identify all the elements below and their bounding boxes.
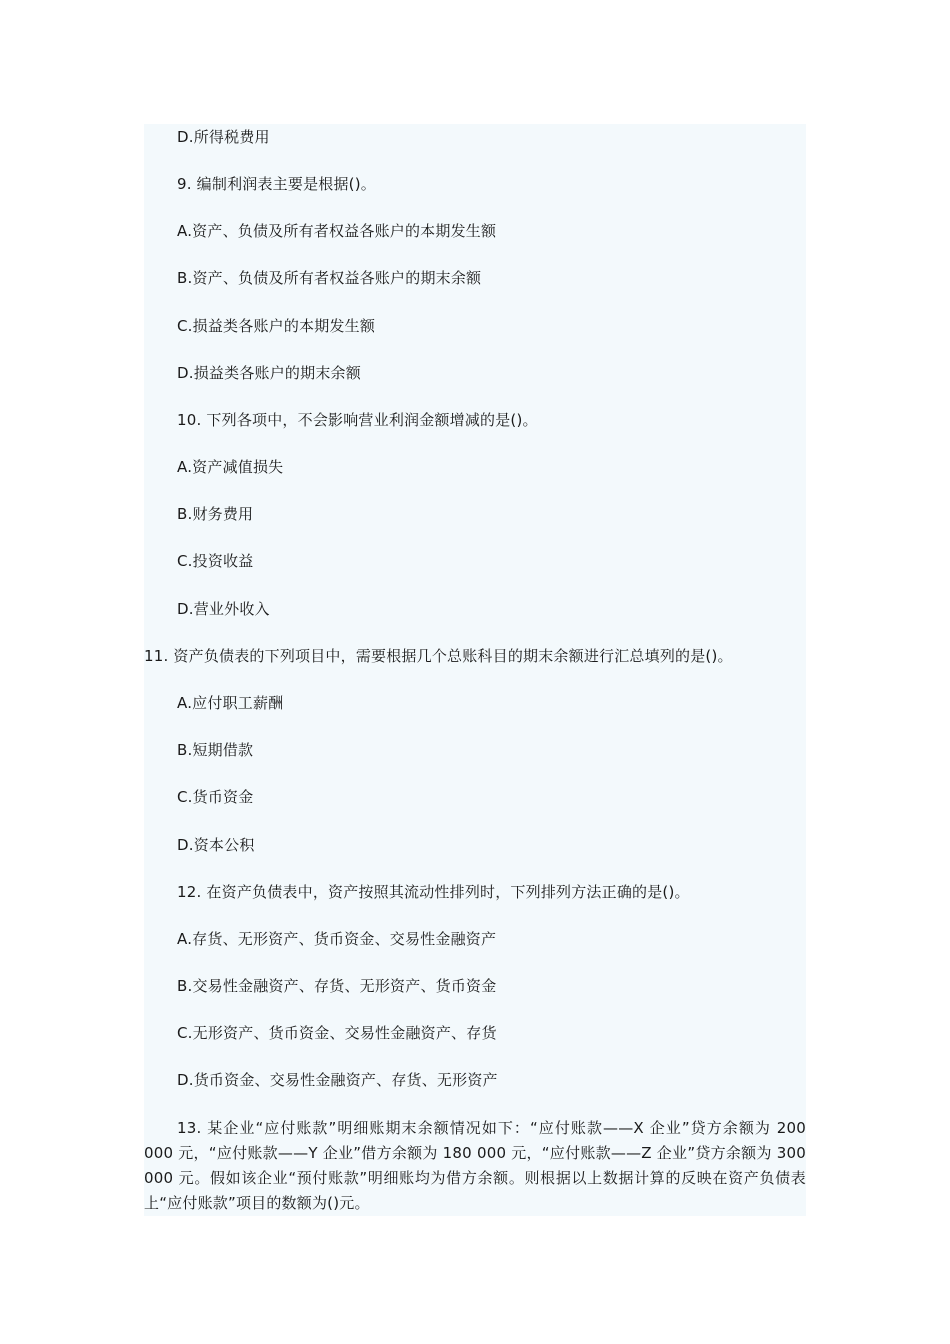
q10-option-c: C.投资收益 <box>177 552 254 570</box>
q10-question: 10. 下列各项中，不会影响营业利润金额增减的是()。 <box>177 411 538 429</box>
q9-option-c: C.损益类各账户的本期发生额 <box>177 317 376 335</box>
document-content <box>144 124 806 1216</box>
q11-option-b: B.短期借款 <box>177 741 254 759</box>
q13-question: 13. 某企业“应付账款”明细账期末余额情况如下：“应付账款——X 企业”贷方余额为 200 000 元，“应付账款——Y 企业”借方余额为 180 000 元，“应付账款——Z 企业”贷方余额为 300 000 元。假如该企业“预付账款”明细账均为借方余额。则根据以上数据计算的反映在资产负债表上“应付账款”项目的数额为()元。 <box>144 1119 806 1212</box>
q9-option-d: D.损益类各账户的期末余额 <box>177 364 361 382</box>
q12-option-d: D.货币资金、交易性金融资产、存货、无形资产 <box>177 1071 498 1089</box>
q9-question: 9. 编制利润表主要是根据()。 <box>177 175 376 193</box>
q11-option-c: C.货币资金 <box>177 788 254 806</box>
q12-option-c: C.无形资产、货币资金、交易性金融资产、存货 <box>177 1024 497 1042</box>
q11-option-d: D.资本公积 <box>177 836 255 854</box>
q9-option-b: B.资产、负债及所有者权益各账户的期末余额 <box>177 269 482 287</box>
q10-option-d: D.营业外收入 <box>177 600 270 618</box>
q8-option-d: D.所得税费用 <box>177 128 270 146</box>
q10-option-b: B.财务费用 <box>177 505 254 523</box>
q12-option-b: B.交易性金融资产、存货、无形资产、货币资金 <box>177 977 497 995</box>
q11-option-a: A.应付职工薪酬 <box>177 694 284 712</box>
q11-question: 11. 资产负债表的下列项目中，需要根据几个总账科目的期末余额进行汇总填列的是()。 <box>144 647 733 665</box>
q9-option-a: A.资产、负债及所有者权益各账户的本期发生额 <box>177 222 497 240</box>
q12-question: 12. 在资产负债表中，资产按照其流动性排列时，下列排列方法正确的是()。 <box>177 883 690 901</box>
q12-option-a: A.存货、无形资产、货币资金、交易性金融资产 <box>177 930 497 948</box>
q10-option-a: A.资产减值损失 <box>177 458 284 476</box>
